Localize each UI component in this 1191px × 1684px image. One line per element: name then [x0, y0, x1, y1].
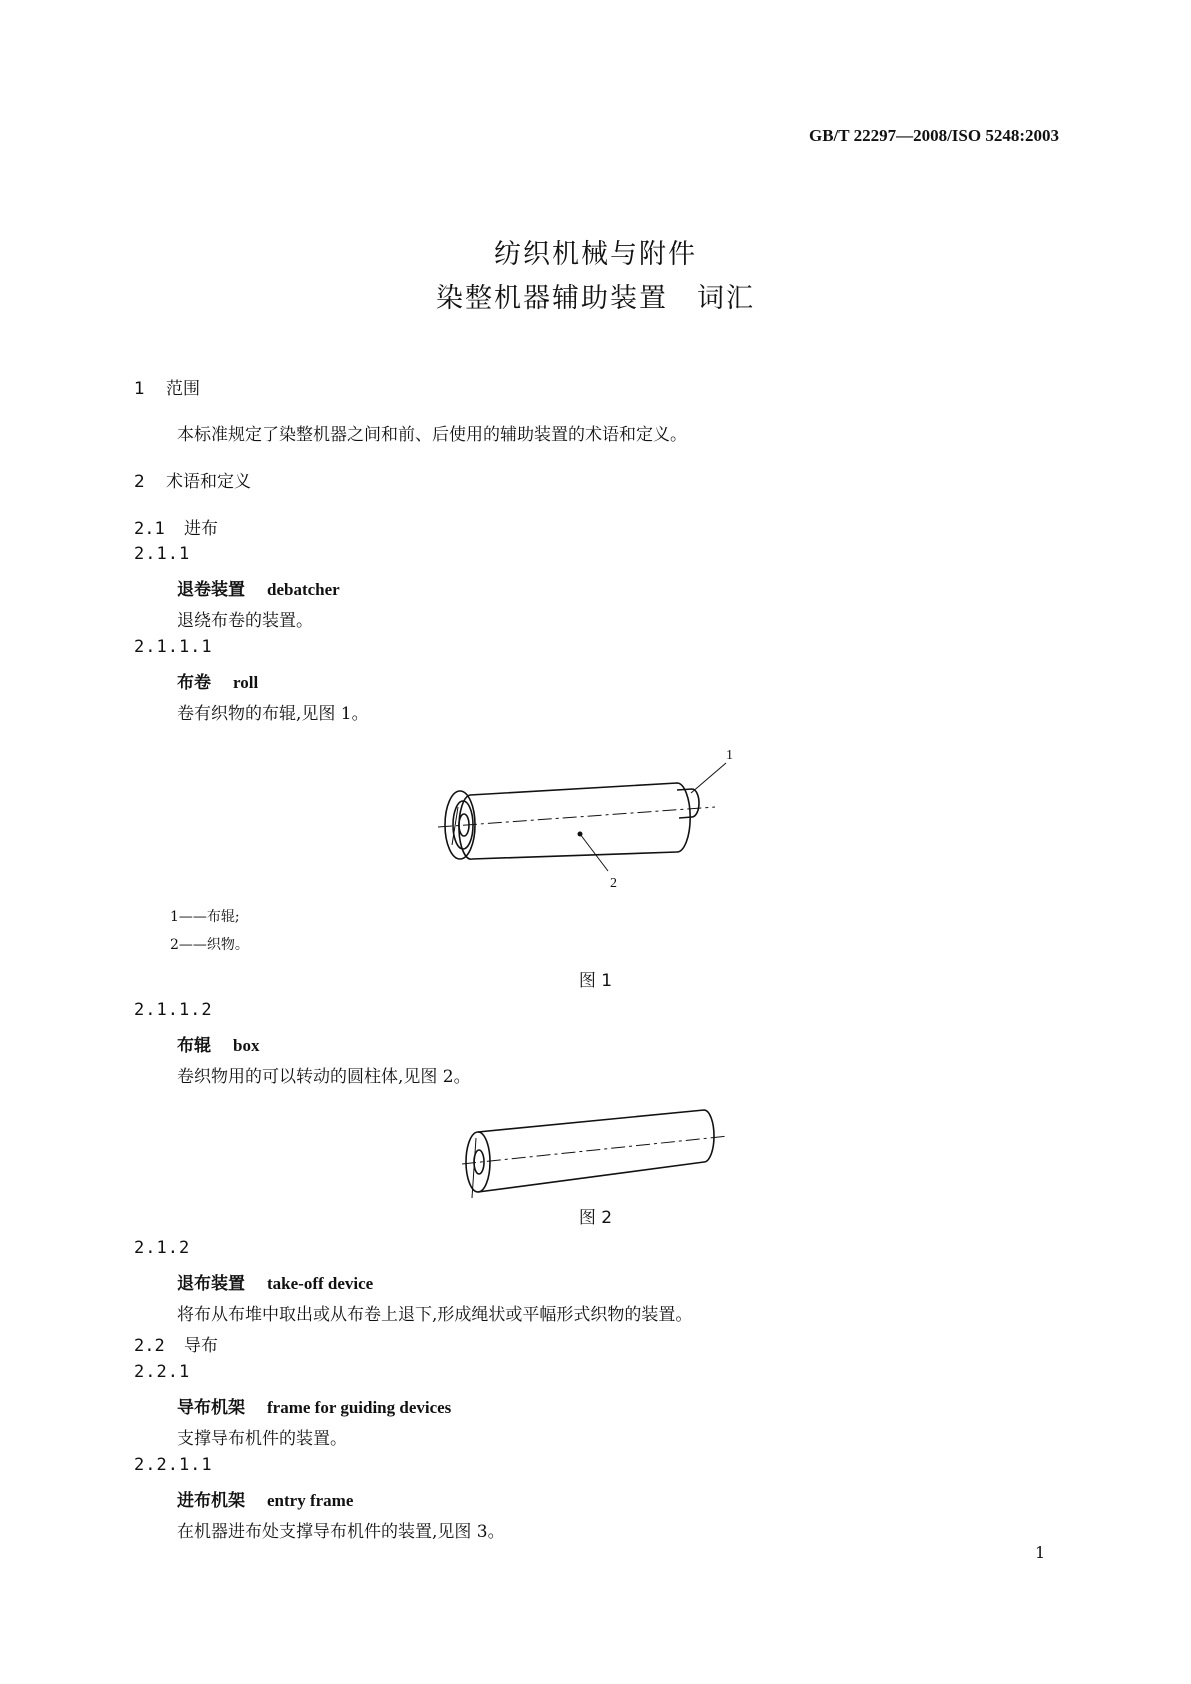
term-en: box	[233, 1036, 260, 1055]
section-number: 2	[134, 472, 145, 492]
term-en: entry frame	[267, 1491, 354, 1510]
clause-number: 2.2	[134, 1336, 165, 1356]
page-number: 1	[1035, 1543, 1046, 1562]
box-end	[466, 1132, 490, 1192]
clause-heading-2-2	[134, 1331, 218, 1356]
clause-title: 导布	[184, 1336, 218, 1356]
scope-text: 本标准规定了染整机器之间和前、后使用的辅助装置的术语和定义。	[177, 425, 687, 445]
definition-take-off-device: 将布从布堆中取出或从布卷上退下,形成绳状或平幅形式织物的装置。	[177, 1305, 693, 1325]
term-box	[177, 1031, 259, 1056]
figure-1-caption: 图 1	[578, 971, 613, 991]
term-cn: 进布机架	[177, 1491, 245, 1511]
clause-number-2-1-1-1: 2.1.1.1	[134, 637, 213, 657]
term-en: frame for guiding devices	[267, 1398, 452, 1417]
callout-1: 1	[726, 748, 733, 763]
figure-1-roll-drawing	[430, 735, 760, 895]
clause-number-2-1-2: 2.1.2	[134, 1238, 191, 1258]
definition-entry-frame: 在机器进布处支撑导布机件的装置,见图 3。	[177, 1522, 505, 1542]
clause-heading-2-1	[134, 514, 218, 539]
term-cn: 导布机架	[177, 1398, 245, 1418]
fabric-body	[470, 783, 690, 859]
clause-number-2-1-1: 2.1.1	[134, 544, 191, 564]
box-cylinder	[478, 1110, 714, 1192]
clause-number-2-2-1-1: 2.2.1.1	[134, 1455, 213, 1475]
term-cn: 布卷	[177, 673, 211, 693]
section-title: 术语和定义	[166, 472, 251, 492]
callout-2: 2	[610, 876, 617, 891]
figure-2-caption: 图 2	[578, 1208, 613, 1228]
definition-frame-for-guiding-devices: 支撑导布机件的装置。	[177, 1429, 347, 1449]
section-heading-scope	[134, 374, 200, 399]
term-entry-frame	[177, 1486, 353, 1511]
figure-1-key-1: 1——布辊;	[170, 909, 240, 925]
term-en: debatcher	[267, 580, 340, 599]
standard-number: GB/T 22297—2008/ISO 5248:2003	[809, 126, 1059, 145]
clause-number-2-2-1: 2.2.1	[134, 1362, 191, 1382]
definition-debatcher: 退绕布卷的装置。	[177, 611, 313, 631]
figure-2-box-drawing	[460, 1098, 740, 1208]
term-cn: 退布装置	[177, 1274, 245, 1294]
clause-number-2-1-1-2: 2.1.1.2	[134, 1000, 213, 1020]
clause-title: 进布	[184, 519, 218, 539]
term-en: take-off device	[267, 1274, 374, 1293]
section-title: 范围	[166, 379, 200, 399]
figure-1-key-2: 2——织物。	[170, 937, 249, 953]
term-frame-for-guiding-devices	[177, 1393, 451, 1418]
clause-number: 2.1	[134, 519, 165, 539]
term-cn: 布辊	[177, 1036, 211, 1056]
section-number: 1	[134, 379, 145, 399]
term-roll	[177, 668, 258, 693]
term-take-off-device	[177, 1269, 373, 1294]
term-en: roll	[233, 673, 259, 692]
term-debatcher	[177, 575, 340, 600]
document-title-line1: 纺织机械与附件	[494, 239, 697, 270]
definition-roll: 卷有织物的布辊,见图 1。	[177, 704, 369, 724]
section-heading-terms	[134, 467, 251, 492]
document-title-line2: 染整机器辅助装置 词汇	[436, 283, 755, 314]
definition-box: 卷织物用的可以转动的圆柱体,见图 2。	[177, 1067, 471, 1087]
term-cn: 退卷装置	[177, 580, 245, 600]
